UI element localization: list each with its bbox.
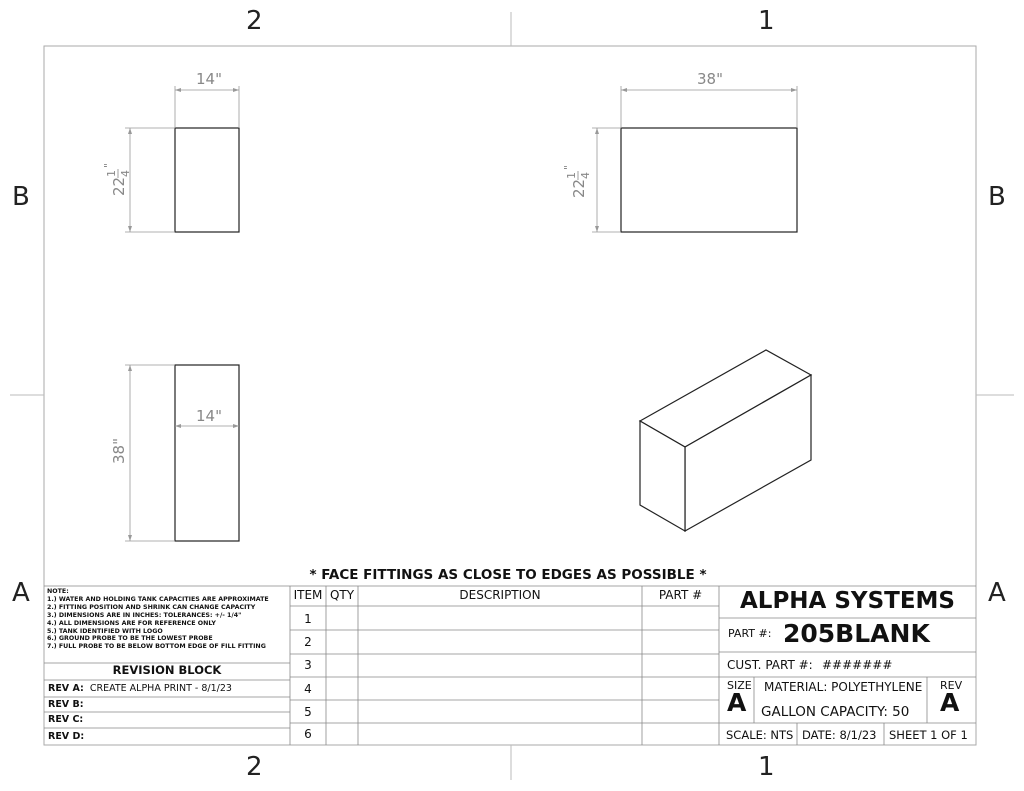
zone-marker-left-b: B bbox=[12, 182, 30, 212]
part-number: 205BLANK bbox=[783, 619, 930, 648]
svg-text:1: 1 bbox=[105, 170, 118, 177]
bom-row-number: 4 bbox=[304, 682, 312, 696]
note-line: 4.) ALL DIMENSIONS ARE FOR REFERENCE ONLY bbox=[47, 619, 216, 627]
svg-text:22: 22 bbox=[110, 176, 128, 196]
note-line: 6.) GROUND PROBE TO BE THE LOWEST PROBE bbox=[47, 635, 213, 643]
revision-text: CREATE ALPHA PRINT - 8/1/23 bbox=[89, 683, 232, 694]
isometric-view bbox=[640, 350, 811, 531]
revision-block-title: REVISION BLOCK bbox=[112, 663, 222, 677]
bom-header-item: ITEM bbox=[293, 588, 323, 602]
svg-text:1: 1 bbox=[565, 172, 578, 179]
zone-marker-bottom-1: 1 bbox=[758, 752, 775, 782]
svg-text:4: 4 bbox=[579, 172, 592, 179]
sheet: SHEET 1 OF 1 bbox=[889, 728, 968, 742]
revision-row bbox=[48, 683, 232, 694]
svg-text:": " bbox=[102, 162, 115, 168]
rev-value: A bbox=[940, 688, 960, 717]
note-line: 5.) TANK IDENTIFIED WITH LOGO bbox=[47, 627, 163, 635]
svg-text:4: 4 bbox=[119, 170, 132, 177]
cust-part-label: CUST. PART #: bbox=[727, 658, 813, 672]
zone-marker-left-a: A bbox=[12, 578, 30, 608]
front-view-height-dim bbox=[110, 438, 128, 464]
zone-marker-top-1: 1 bbox=[758, 6, 775, 36]
size-label: SIZE bbox=[727, 679, 752, 692]
note-line: 3.) DIMENSIONS ARE IN INCHES: TOLERANCES: +/- 1/4" bbox=[47, 611, 242, 619]
company-name: ALPHA SYSTEMS bbox=[739, 588, 955, 614]
zone-marker-right-a: A bbox=[988, 578, 1006, 608]
top-view-height-dim bbox=[102, 163, 132, 196]
revision-row bbox=[48, 699, 90, 710]
bom-header-part: PART # bbox=[658, 588, 703, 602]
bom-header-description: DESCRIPTION bbox=[459, 588, 541, 602]
notes-title: NOTE: bbox=[47, 588, 69, 595]
scale: SCALE: NTS bbox=[726, 728, 794, 742]
top-right-view bbox=[592, 86, 797, 232]
bom-row-number: 2 bbox=[304, 635, 312, 649]
revision-label: REV C: bbox=[48, 714, 84, 725]
part-number-label: PART #: bbox=[728, 627, 772, 640]
notes-block bbox=[47, 588, 287, 651]
cust-part-value: ####### bbox=[822, 658, 893, 672]
note-line: 7.) FULL PROBE TO BE BELOW BOTTOM EDGE OF FILL FITTING bbox=[47, 643, 266, 651]
note-line: 2.) FITTING POSITION AND SHRINK CAN CHANGE CAPACITY bbox=[47, 603, 256, 611]
zone-marker-top-2: 2 bbox=[246, 6, 263, 36]
svg-text:38": 38" bbox=[110, 438, 128, 464]
size-value: A bbox=[727, 688, 747, 717]
rev-label: REV bbox=[940, 679, 963, 692]
date: DATE: 8/1/23 bbox=[802, 728, 877, 742]
revision-row bbox=[48, 714, 89, 725]
side-view-width-dim: 38" bbox=[697, 70, 723, 88]
note-line: 1.) WATER AND HOLDING TANK CAPACITIES ARE APPROXIMATE bbox=[47, 595, 269, 603]
svg-text:22: 22 bbox=[570, 178, 588, 198]
bom-row-number: 1 bbox=[304, 612, 312, 626]
revision-label: REV D: bbox=[48, 731, 85, 742]
bom-row-number: 6 bbox=[304, 727, 312, 741]
material: MATERIAL: POLYETHYLENE bbox=[764, 680, 923, 694]
revision-label: REV B: bbox=[48, 699, 84, 710]
gallon-capacity: GALLON CAPACITY: 50 bbox=[761, 704, 910, 720]
top-view-width-dim: 14" bbox=[196, 70, 222, 88]
revision-label: REV A: bbox=[48, 683, 84, 694]
side-view-height-dim bbox=[562, 165, 592, 198]
front-view bbox=[125, 365, 239, 541]
bom-header-qty: QTY bbox=[329, 588, 355, 602]
bom-row-number: 3 bbox=[304, 658, 312, 672]
front-view-width-dim: 14" bbox=[196, 407, 222, 425]
svg-text:": " bbox=[562, 164, 575, 170]
bom-row-number: 5 bbox=[304, 705, 312, 719]
zone-marker-right-b: B bbox=[988, 182, 1006, 212]
zone-marker-bottom-2: 2 bbox=[246, 752, 263, 782]
top-left-view bbox=[125, 86, 239, 232]
fittings-banner: * FACE FITTINGS AS CLOSE TO EDGES AS POSSIBLE * bbox=[309, 567, 707, 583]
revision-row bbox=[48, 731, 90, 742]
